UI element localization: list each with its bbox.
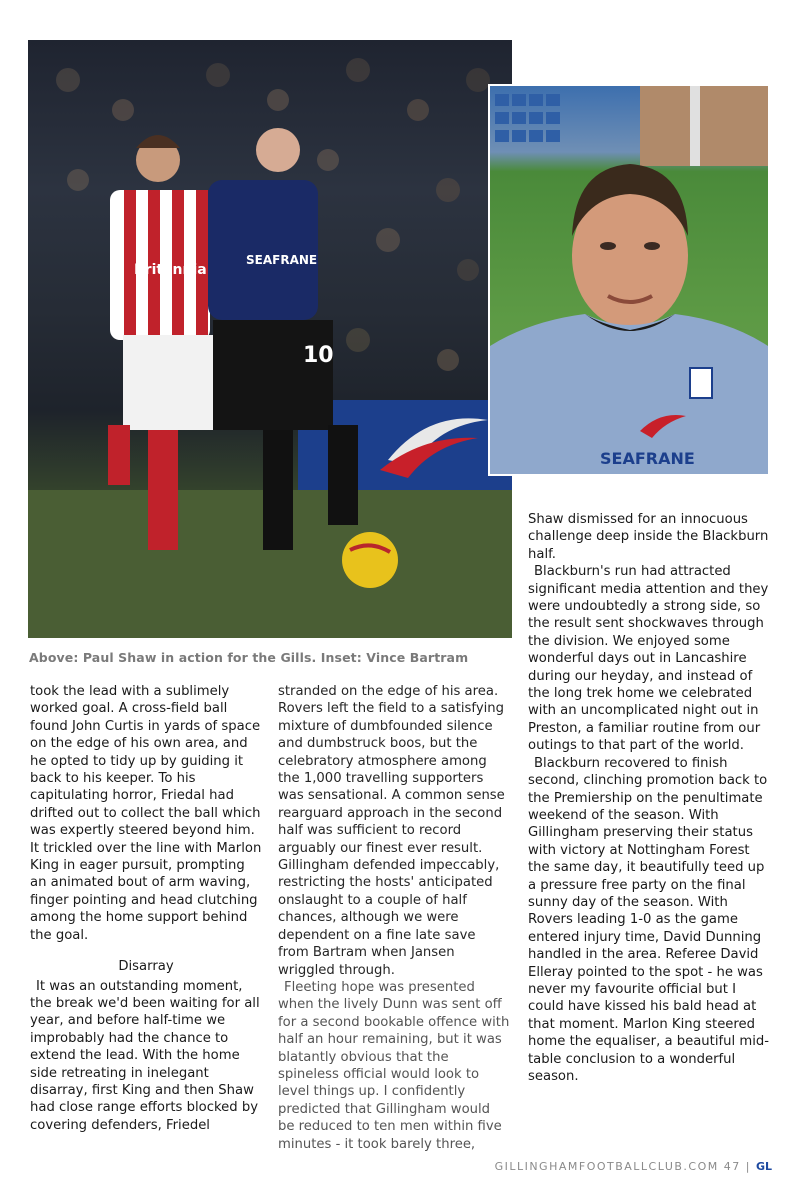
inset-sponsor: SEAFRANE [600, 449, 695, 468]
article-column-1 [30, 683, 262, 1134]
col1-paragraph-2: It was an outstanding moment, the break we'd been waiting for all year, and before half-time we improbably had the chance to extend the lead. With the home side retreating in inelegant disarray, first King and then Shaw had close range efforts blocked by covering defenders, Friedel [30, 978, 260, 1133]
footer-page-number: 47 [723, 1160, 741, 1173]
main-action-photo [28, 40, 512, 638]
shirt-number: 10 [303, 343, 334, 368]
footer-site: GILLINGHAMFOOTBALLCLUB.COM [494, 1160, 719, 1173]
col1-paragraph-1: took the lead with a sublimely worked goal. A cross-field ball found John Curtis in yards of space on the edge of his own area, and he opted to tidy up by guiding it back to his keeper. To his capitulating horror, Friedal had drifted out to collect the ball which was expertly steered beyond him. It trickled over the line with Marlon King in eager pursuit, prompting an animated bout of arm waving, finger pointing and head clutching among the home support behind the goal. [30, 684, 262, 943]
sponsor-seafrane: SEAFRANE [246, 253, 318, 267]
col3-paragraph-1: Shaw dismissed for an innocuous challenge deep inside the Blackburn half. [528, 512, 769, 562]
inset-portrait-photo [488, 84, 770, 476]
col2-paragraph-1: stranded on the edge of his area. Rovers left the field to a satisfying mixture of dumbfounded silence and dumbstruck boos, but the celebratory atmosphere among the 1,000 travelling supporters was sensational. A common sense rearguard approach in the second half was sufficient to record arguably our finest ever result. Gillingham defended impeccably, restricting the hosts' anticipated onslaught to a couple of half chances, although we were dependent on a fine late save from Bartram when Jansen wriggled through. [278, 684, 505, 978]
col2-paragraph-2: Fleeting hope was presented when the lively Dunn was sent off for a second bookable offence with half an hour remaining, but it was blatantly obvious that the spineless official would look to level things up. I confidently predicted that Gillingham would be reduced to ten men within five minutes - it took barely three, [278, 979, 510, 1152]
article-column-2 [278, 683, 510, 1153]
sponsor-britannia: Britannia [134, 262, 207, 278]
article-column-3 [528, 511, 773, 1085]
subheading-disarray: Disarray [118, 959, 174, 975]
page-footer: GILLINGHAMFOOTBALLCLUB.COM 47 | GL [494, 1160, 772, 1173]
photo-caption: Above: Paul Shaw in action for the Gills. Inset: Vince Bartram [29, 650, 469, 665]
club-logo-icon: GL [755, 1160, 772, 1173]
col3-paragraph-2: Blackburn's run had attracted significant media attention and they were undoubtedly a strong side, so the result sent shockwaves through the division. We enjoyed some wonderful days out in Lancashire during our heyday, and instead of the long trek home we celebrated with an uncomplicated night out in Preston, a familiar routine from our outings to that part of the world. [528, 564, 769, 754]
col3-paragraph-3: Blackburn recovered to finish second, clinching promotion back to the Premiership on the penultimate weekend of the season. With Gillingham preserving their status with victory at Nottingham Forest the same day, it beautifully teed up a pressure free party on the final sunny day of the season. With Rovers leading 1-0 as the game entered injury time, David Dunning handled in the area. Referee David Elleray pointed to the spot - he was never my favourite official but I could have kissed his bald head at that moment. Marlon King steered home the equaliser, a beautiful mid-table conclusion to a wonderful season. [528, 755, 769, 1084]
